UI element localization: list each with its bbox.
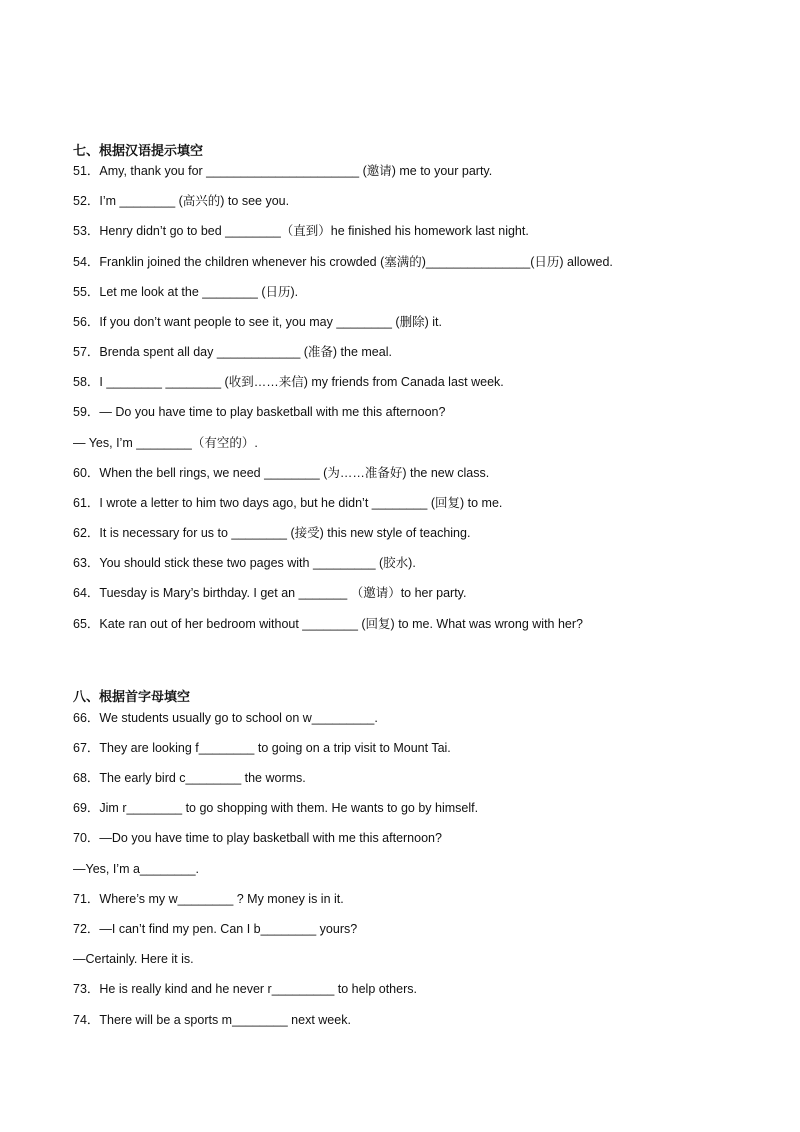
question-64: 64．Tuesday is Mary’s birthday. I get an _______ （邀请）to her party. (73, 586, 467, 600)
question-56: 56．If you don’t want people to see it, you may ________ (删除) it. (73, 315, 442, 329)
question-70: 70．—Do you have time to play basketball with me this afternoon? (73, 831, 442, 845)
question-73: 73．He is really kind and he never r_________ to help others. (73, 982, 417, 996)
question-55: 55．Let me look at the ________ (日历). (73, 285, 299, 299)
question-62: 62．It is necessary for us to ________ (接受) this new style of teaching. (73, 526, 471, 540)
question-58: 58．I ________ ________ (收到……来信) my friends from Canada last week. (73, 375, 504, 389)
section-7-heading: 七、根据汉语提示填空 (73, 143, 204, 158)
question-54: 54．Franklin joined the children whenever his crowded (塞满的)_______________(日历) allowed. (73, 255, 613, 269)
question-72-answer: —Certainly. Here it is. (73, 952, 194, 966)
question-60: 60．When the bell rings, we need ________ (为……准备好) the new class. (73, 466, 490, 480)
question-69: 69．Jim r________ to go shopping with them. He wants to go by himself. (73, 801, 479, 815)
question-68: 68．The early bird c________ the worms. (73, 771, 306, 785)
question-61: 61．I wrote a letter to him two days ago, but he didn’t ________ (回复) to me. (73, 496, 503, 510)
question-65: 65．Kate ran out of her bedroom without ________ (回复) to me. What was wrong with her? (73, 617, 583, 631)
question-59: 59．— Do you have time to play basketball with me this afternoon? (73, 405, 446, 419)
question-72: 72．—I can’t find my pen. Can I b________ yours? (73, 922, 358, 936)
question-70-answer: —Yes, I’m a________. (73, 862, 200, 876)
question-51: 51．Amy, thank you for ______________________ (邀请) me to your party. (73, 164, 493, 178)
question-57: 57．Brenda spent all day ____________ (准备) the meal. (73, 345, 392, 359)
question-67: 67．They are looking f________ to going on a trip visit to Mount Tai. (73, 741, 451, 755)
question-52: 52．I’m ________ (高兴的) to see you. (73, 194, 290, 208)
question-59-answer: — Yes, I’m ________（有空的）. (73, 436, 258, 450)
question-63: 63．You should stick these two pages with _________ (胶水). (73, 556, 416, 570)
question-66: 66．We students usually go to school on w_________. (73, 711, 378, 725)
question-53: 53．Henry didn’t go to bed ________（直到）he finished his homework last night. (73, 224, 529, 238)
question-74: 74．There will be a sports m________ next week. (73, 1013, 351, 1027)
question-71: 71．Where’s my w________ ? My money is in it. (73, 892, 344, 906)
section-8-heading: 八、根据首字母填空 (73, 689, 191, 704)
